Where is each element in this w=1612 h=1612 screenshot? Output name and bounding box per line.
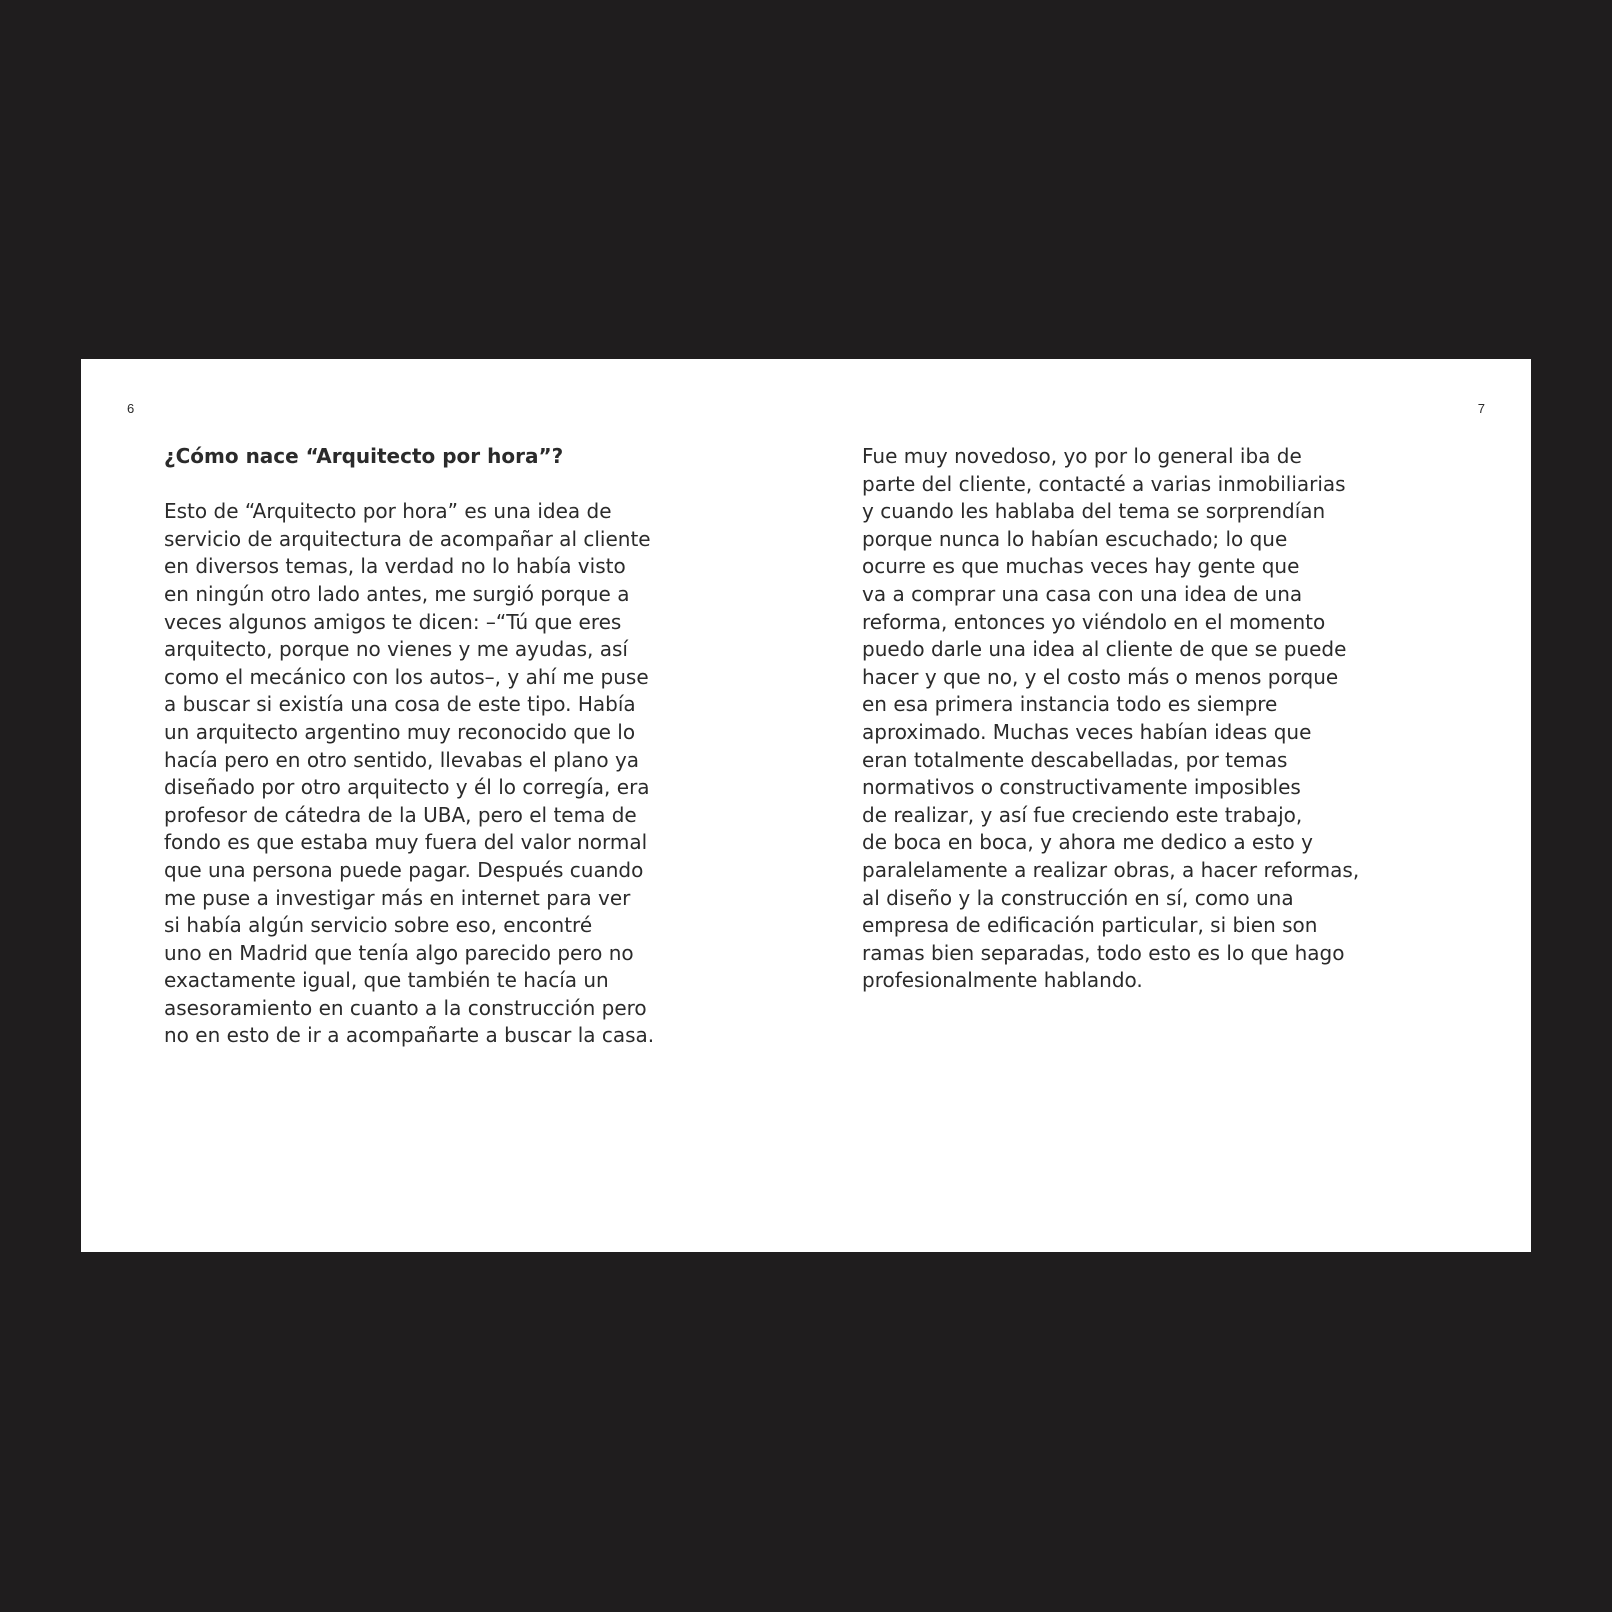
right-page-text: [862, 443, 1502, 995]
text-line: veces algunos amigos te dicen: –“Tú que eres: [164, 609, 622, 634]
text-line: aproximado. Muchas veces habían ideas que: [862, 719, 1312, 744]
text-line: normativos o constructivamente imposibles: [862, 775, 1301, 800]
text-line: uno en Madrid que tenía algo parecido pero no: [164, 940, 634, 965]
text-line: fondo es que estaba muy fuera del valor normal: [164, 830, 648, 855]
text-line: en diversos temas, la verdad no lo había visto: [164, 554, 626, 579]
text-line: hacer y que no, y el costo más o menos porque: [862, 664, 1339, 689]
text-line: de realizar, y así fue creciendo este trabajo,: [862, 802, 1303, 827]
text-line: profesor de cátedra de la UBA, pero el tema de: [164, 802, 637, 827]
left-paragraph: [164, 498, 764, 1050]
text-line: puedo darle una idea al cliente de que se puede: [862, 637, 1347, 662]
text-line: que una persona puede pagar. Después cuando: [164, 857, 644, 882]
text-line: parte del cliente, contacté a varias inmobiliarias: [862, 471, 1346, 496]
text-line: asesoramiento en cuanto a la construcción pero: [164, 995, 647, 1020]
text-line: ocurre es que muchas veces hay gente que: [862, 554, 1300, 579]
text-line: de boca en boca, y ahora me dedico a esto y: [862, 830, 1313, 855]
text-line: un arquitecto argentino muy reconocido que lo: [164, 719, 636, 744]
text-line: como el mecánico con los autos–, y ahí me puse: [164, 664, 649, 689]
section-heading: ¿Cómo nace “Arquitecto por hora”?: [164, 444, 564, 468]
text-line: al diseño y la construcción en sí, como una: [862, 885, 1294, 910]
text-line: porque nunca lo habían escuchado; lo que: [862, 526, 1288, 551]
page-number-right: 7: [1477, 401, 1485, 416]
text-line: a buscar si existía una cosa de este tipo. Había: [164, 692, 636, 717]
book-spread: [81, 359, 1531, 1252]
text-line: servicio de arquitectura de acompañar al cliente: [164, 526, 651, 551]
text-line: arquitecto, porque no vienes y me ayudas, así: [164, 637, 628, 662]
text-line: si había algún servicio sobre eso, encontré: [164, 913, 593, 938]
text-line: empresa de edificación particular, si bien son: [862, 913, 1318, 938]
text-line: y cuando les hablaba del tema se sorprendían: [862, 499, 1326, 524]
text-line: paralelamente a realizar obras, a hacer reformas,: [862, 857, 1360, 882]
text-line: va a comprar una casa con una idea de una: [862, 581, 1303, 606]
right-paragraph: [862, 443, 1502, 995]
text-line: reforma, entonces yo viéndolo en el momento: [862, 609, 1326, 634]
page-number-left: 6: [127, 401, 135, 416]
text-line: ramas bien separadas, todo esto es lo que hago: [862, 940, 1345, 965]
text-line: en esa primera instancia todo es siempre: [862, 692, 1278, 717]
text-line: me puse a investigar más en internet para ver: [164, 885, 631, 910]
text-line: Esto de “Arquitecto por hora” es una idea de: [164, 499, 612, 524]
text-line: en ningún otro lado antes, me surgió porque a: [164, 581, 630, 606]
text-line: eran totalmente descabelladas, por temas: [862, 747, 1288, 772]
text-line: hacía pero en otro sentido, llevabas el plano ya: [164, 747, 640, 772]
left-page-text: [164, 443, 764, 1050]
text-line: no en esto de ir a acompañarte a buscar la casa.: [164, 1023, 655, 1048]
text-line: exactamente igual, que también te hacía un: [164, 968, 609, 993]
text-line: Fue muy novedoso, yo por lo general iba de: [862, 444, 1302, 468]
text-line: profesionalmente hablando.: [862, 968, 1143, 993]
paragraph-gap: [164, 471, 764, 499]
text-line: diseñado por otro arquitecto y él lo corregía, era: [164, 775, 650, 800]
